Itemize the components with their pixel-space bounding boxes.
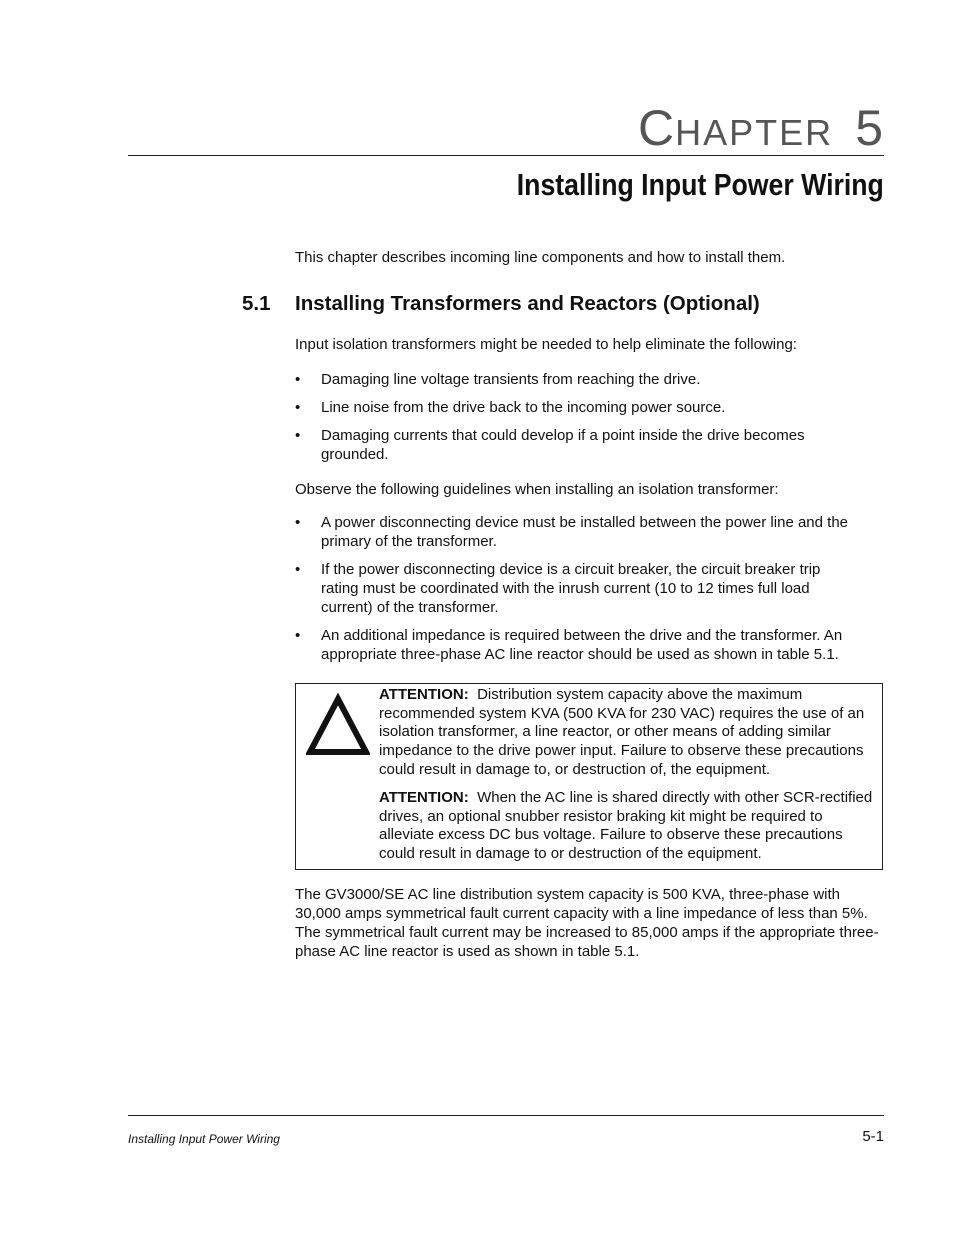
header-rule: [128, 155, 884, 156]
guidelines-list: [295, 513, 885, 664]
chapter-word: HAPTER: [675, 112, 834, 153]
list-item: [295, 560, 861, 617]
warning-triangle-icon: [306, 692, 370, 756]
paragraph-system-capacity: The GV3000/SE AC line distribution system capacity is 500 KVA, three-phase with 30,000 amps symmetrical fault current capacity with a line impedance of less than 5%. The symmetrical fault current may be increased to 85,000 amps if the appropriate three-phase AC line reactor is used as shown in table 5.1.: [295, 886, 879, 960]
paragraph-guidelines-intro: Observe the following guidelines when installing an isolation transformer:: [295, 481, 779, 498]
hazard-list: [295, 370, 885, 464]
attention-label: ATTENTION:: [379, 686, 469, 703]
list-item-text: If the power disconnecting device is a circuit breaker, the circuit breaker trip rating must be coordinated with the inrush current (10 to 12 times full load current) of the transformer.: [321, 561, 821, 616]
list-item-text: A power disconnecting device must be installed between the power line and the primary of the transformer.: [321, 514, 848, 550]
attention-text: Distribution system capacity above the maximum recommended system KVA (500 KVA for 230 VAC) requires the use of an isolation transformer, a line reactor, or other means of adding similar impedance to the drive power input. Failure to observe these precautions could result in damage to, or destruction of, the equipment.: [379, 686, 865, 778]
bullet: •: [295, 514, 301, 531]
section-title: Installing Transformers and Reactors (Optional): [295, 292, 760, 315]
list-item-text: Damaging line voltage transients from reaching the drive.: [321, 371, 701, 388]
attention-box: [295, 683, 883, 870]
bullet: •: [295, 627, 301, 644]
paragraph-transformers-intro: Input isolation transformers might be needed to help eliminate the following:: [295, 336, 797, 353]
list-item-text: Damaging currents that could develop if a point inside the drive becomes grounded.: [321, 427, 805, 463]
footer-title: Installing Input Power Wiring: [128, 1132, 280, 1146]
list-item: [295, 426, 841, 464]
intro-paragraph: This chapter describes incoming line components and how to install them.: [295, 249, 786, 266]
bullet: •: [295, 427, 301, 444]
list-item: [295, 398, 885, 417]
chapter-label: [638, 98, 884, 163]
list-item-text: An additional impedance is required between the drive and the transformer. An appropriate three-phase AC line reactor should be used as shown in table 5.1.: [321, 627, 843, 663]
footer-rule: [128, 1115, 884, 1116]
section-heading: [242, 290, 760, 318]
attention-text: When the AC line is shared directly with other SCR-rectified drives, an optional snubber resistor braking kit might be required to alleviate excess DC bus voltage. Failure to observe these precautions could result in damage to or destruction of the equipment.: [379, 789, 873, 863]
attention-note-2: [379, 789, 879, 864]
list-item: [295, 626, 885, 664]
bullet: •: [295, 561, 301, 578]
chapter-initial: C: [638, 100, 676, 156]
list-item: [295, 370, 885, 389]
list-item: [295, 513, 885, 551]
list-item-text: Line noise from the drive back to the incoming power source.: [321, 399, 726, 416]
chapter-title: Installing Input Power Wiring: [516, 167, 884, 202]
page-number: 5-1: [862, 1128, 884, 1145]
attention-label: ATTENTION:: [379, 789, 469, 806]
bullet: •: [295, 371, 301, 388]
attention-note-1: [379, 686, 879, 780]
bullet: •: [295, 399, 301, 416]
section-number: 5.1: [242, 292, 271, 315]
chapter-number: 5: [855, 100, 884, 156]
